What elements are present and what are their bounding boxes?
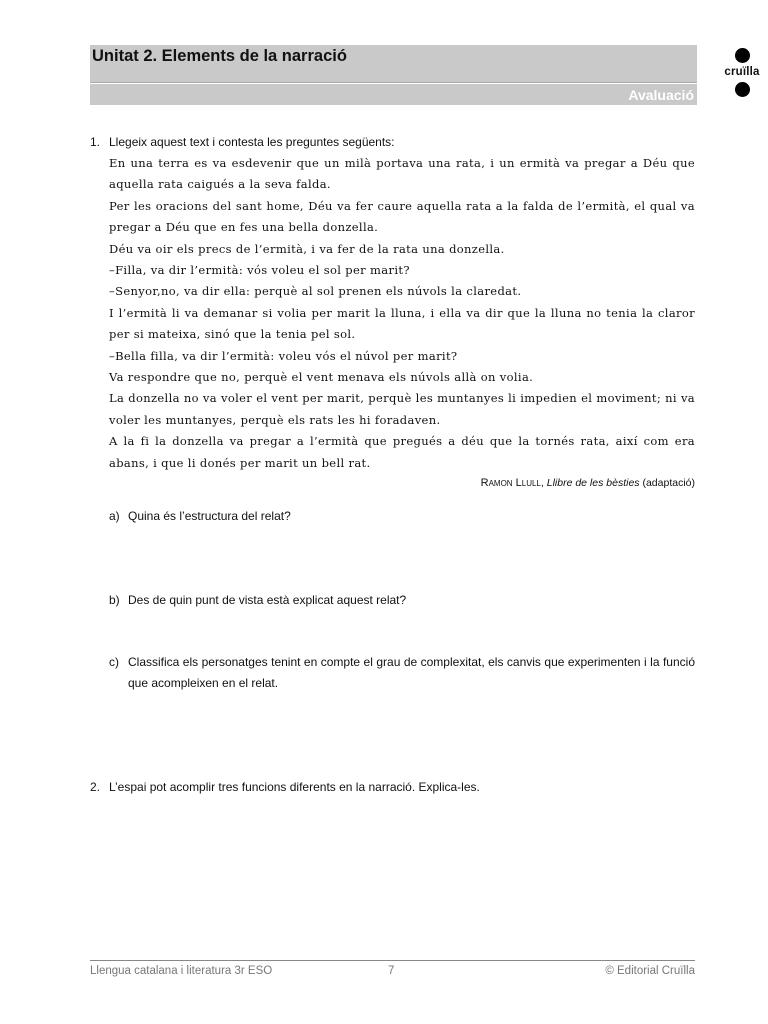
passage-paragraph: –Bella filla, va dir l’ermità: voleu vós el núvol per marit? (109, 348, 458, 363)
question-2 (90, 777, 695, 798)
passage-paragraph: –Filla, va dir l’ermità: vós voleu el sol per marit? (109, 263, 410, 278)
subquestion-text: Quina és l’estructura del relat? (128, 509, 291, 524)
section-label: Avaluació (90, 84, 697, 105)
footer-course: Llengua catalana i literatura 3r ESO (90, 965, 273, 977)
passage-paragraph: En una terra es va esdevenir que un milà portava una rata, i un ermità va pregar a Déu que aquella rata caigués a la seva falda. (109, 156, 695, 192)
passage-attribution (90, 477, 695, 489)
subquestion-letter: a) (109, 509, 120, 524)
subquestion-letter: c) (109, 655, 119, 670)
question-number: 1. (90, 135, 101, 149)
question-prompt: L’espai pot acomplir tres funcions diferents en la narració. Explica-les. (109, 780, 480, 795)
attribution-note: (adaptació) (639, 477, 695, 490)
attribution-author: Ramon Llull (480, 477, 541, 490)
worksheet-content (90, 132, 695, 798)
passage-paragraph: Va respondre que no, perquè el vent menava els núvols allà on volia. (109, 370, 534, 385)
subquestion-c (109, 652, 695, 694)
logo-wordmark: cruïlla (724, 66, 760, 78)
publisher-logo (716, 44, 768, 97)
unit-title: Unitat 2. Elements de la narració (90, 45, 697, 83)
footer-publisher: © Editorial Cruïlla (605, 965, 695, 977)
passage-paragraph: –Senyor,no, va dir ella: perquè al sol prenen els núvols la claredat. (109, 284, 522, 299)
question-number: 2. (90, 780, 101, 795)
reading-passage (109, 153, 695, 474)
page-header (90, 45, 697, 105)
subquestion-text: Classifica els personatges tenint en compte el grau de complexitat, els canvis que experimenten i la funció que acompleixen en el relat. (128, 655, 695, 691)
question-1 (90, 132, 695, 153)
subquestion-b (109, 590, 695, 611)
passage-paragraph: Per les oracions del sant home, Déu va fer caure aquella rata a la falda de l’ermità, el qual va pregar a Déu que en fes una bella donzella. (109, 198, 695, 235)
logo-dot-top-icon (735, 48, 750, 63)
passage-paragraph: La donzella no va voler el vent per marit, perquè les muntanyes li impedien el moviment; ni va voler les muntanyes, perquè els rats les hi foradaven. (109, 391, 695, 427)
passage-paragraph: A la fi la donzella va pregar a l’ermità que pregués a déu que la tornés rata, així com era abans, i que li donés per marit un bell rat. (109, 434, 695, 470)
passage-paragraph: I l’ermità li va demanar si volia per marit la lluna, i ella va dir que la lluna no tenia la claror per si mateixa, sinó que la tenia pel sol. (109, 305, 695, 342)
page-number: 7 (388, 965, 395, 977)
page-footer (90, 960, 695, 977)
subquestion-text: Des de quin punt de vista està explicat aquest relat? (128, 593, 407, 608)
question-prompt: Llegeix aquest text i contesta les preguntes següents: (109, 135, 395, 149)
attribution-separator: , (540, 477, 547, 490)
logo-dot-bottom-icon (735, 82, 750, 97)
passage-paragraph: Déu va oir els precs de l’ermità, i va fer de la rata una donzella. (109, 241, 505, 256)
subquestion-a (109, 506, 695, 527)
subquestion-letter: b) (109, 593, 120, 608)
attribution-work: Llibre de les bèsties (546, 477, 640, 490)
